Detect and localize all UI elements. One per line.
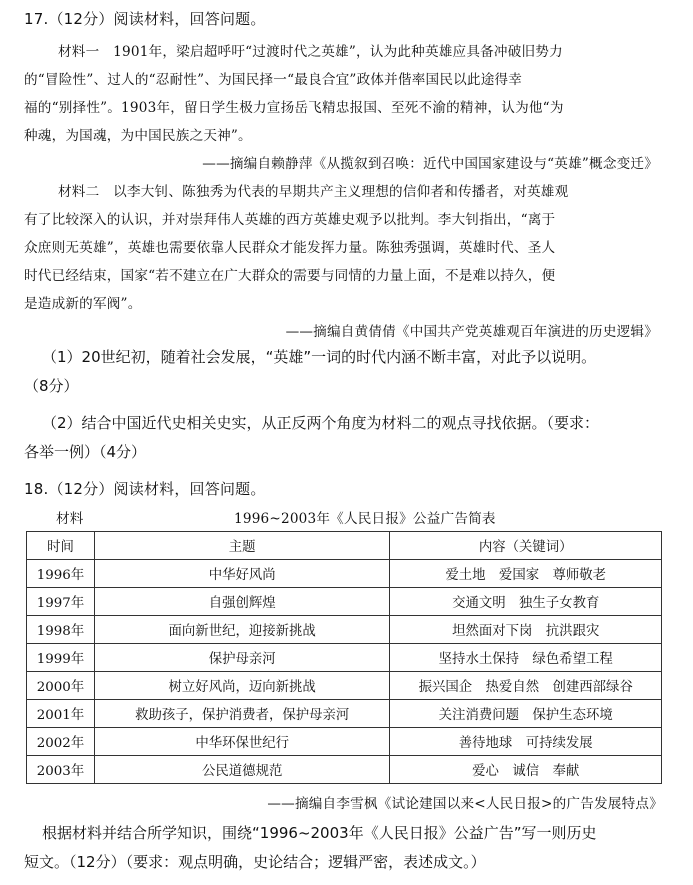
header-theme: 主题 <box>94 532 390 560</box>
table-row <box>27 700 662 728</box>
cell-content: 爱心 诚信 奉献 <box>390 756 662 784</box>
q17-material1-line: 的“冒险性”、过人的“忍耐性”、为国民择一“最良合宜”政体并偕率国民以此途得幸 <box>24 72 523 88</box>
table-row <box>27 756 662 784</box>
cell-content: 爱土地 爱国家 尊师敬老 <box>390 560 662 588</box>
q17-heading: 17.（12分）阅读材料，回答问题。 <box>24 10 266 28</box>
cell-content: 交通文明 独生子女教育 <box>390 588 662 616</box>
table-row <box>27 560 662 588</box>
cell-year: 2003年 <box>27 756 95 784</box>
cell-year: 2001年 <box>27 700 95 728</box>
cell-theme: 保护母亲河 <box>94 644 390 672</box>
cell-theme: 中华好风尚 <box>94 560 390 588</box>
q17-material1-line: 福的“别择性”。1903年，留日学生极力宣扬岳飞精忠报国、至死不渝的精神，认为他“为 <box>24 100 564 116</box>
cell-content: 坦然面对下岗 抗洪跟灾 <box>390 616 662 644</box>
q17-material2-line: 有了比较深入的认识，并对崇拜伟人英雄的西方英雄史观予以批判。李大钊指出，“离于 <box>24 212 556 228</box>
cell-theme: 中华环保世纪行 <box>94 728 390 756</box>
cell-year: 1997年 <box>27 588 95 616</box>
header-content: 内容（关键词） <box>390 532 662 560</box>
q17-material2-line: 众庶则无英雄”，英雄也需要依靠人民群众才能发挥力量。陈独秀强调，英雄时代、圣人 <box>24 240 556 256</box>
q18-table-title: 1996~2003年《人民日报》公益广告简表 <box>234 511 496 527</box>
cell-theme: 公民道德规范 <box>94 756 390 784</box>
cell-content: 振兴国企 热爱自然 创建西部绿谷 <box>390 672 662 700</box>
q17-material2-line: 是造成新的军阀”。 <box>24 296 142 312</box>
cell-year: 1999年 <box>27 644 95 672</box>
q17-material1-line: 材料一 1901年，梁启超呼吁“过渡时代之英雄”，认为此种英雄应具备冲破旧势力 <box>58 44 563 60</box>
q18-table-source: ——摘编自李雪枫《试论建国以来<人民日报>的广告发展特点》 <box>267 796 663 812</box>
table-row <box>27 728 662 756</box>
cell-theme: 树立好风尚，迈向新挑战 <box>94 672 390 700</box>
cell-theme: 面向新世纪，迎接新挑战 <box>94 616 390 644</box>
q17-sub2-line: （2）结合中国近代史相关史实，从正反两个角度为材料二的观点寻找依据。（要求： <box>42 414 600 432</box>
q17-material2-line: 时代已经结束，国家“若不建立在广大群众的需要与同情的力量上面，不是难以持久，便 <box>24 268 556 284</box>
cell-year: 1996年 <box>27 560 95 588</box>
table-row <box>27 644 662 672</box>
cell-year: 2000年 <box>27 672 95 700</box>
cell-year: 1998年 <box>27 616 95 644</box>
table-row <box>27 616 662 644</box>
cell-theme: 救助孩子，保护消费者，保护母亲河 <box>94 700 390 728</box>
q17-material2-line: 材料二 以李大钊、陈独秀为代表的早期共产主义理想的信仰者和传播者，对英雄观 <box>58 184 569 200</box>
table-header-row <box>27 532 662 560</box>
q18-task-line: 根据材料并结合所学知识，围绕“1996~2003年《人民日报》公益广告”写一则历史 <box>42 824 597 842</box>
table-row <box>27 588 662 616</box>
q17-sub1-line: （1）20世纪初，随着社会发展，“英雄”一词的时代内涵不断丰富，对此予以说明。 <box>42 348 597 366</box>
cell-content: 坚持水土保持 绿色希望工程 <box>390 644 662 672</box>
header-time: 时间 <box>27 532 95 560</box>
q17-sub2-line: 各举一例）（4分） <box>24 443 147 461</box>
q17-material2-source: ——摘编自黄倩倩《中国共产党英雄观百年演进的历史逻辑》 <box>285 324 658 340</box>
cell-content: 善待地球 可持续发展 <box>390 728 662 756</box>
ad-table <box>26 531 662 784</box>
q18-task-line: 短文。（12分）（要求：观点明确，史论结合；逻辑严密，表述成文。） <box>24 853 486 871</box>
q17-material1-source: ——摘编自赖静萍《从揽叙到召唤：近代中国国家建设与“英雄”概念变迁》 <box>202 156 658 172</box>
q18-material-label: 材料 <box>56 511 84 527</box>
cell-year: 2002年 <box>27 728 95 756</box>
q17-material1-line: 种魂，为国魂，为中国民族之天神”。 <box>24 128 252 144</box>
cell-theme: 自强创辉煌 <box>94 588 390 616</box>
cell-content: 关注消费问题 保护生态环境 <box>390 700 662 728</box>
q18-heading: 18.（12分）阅读材料，回答问题。 <box>24 480 266 498</box>
q17-sub1-line: （8分） <box>24 377 79 395</box>
table-row <box>27 672 662 700</box>
